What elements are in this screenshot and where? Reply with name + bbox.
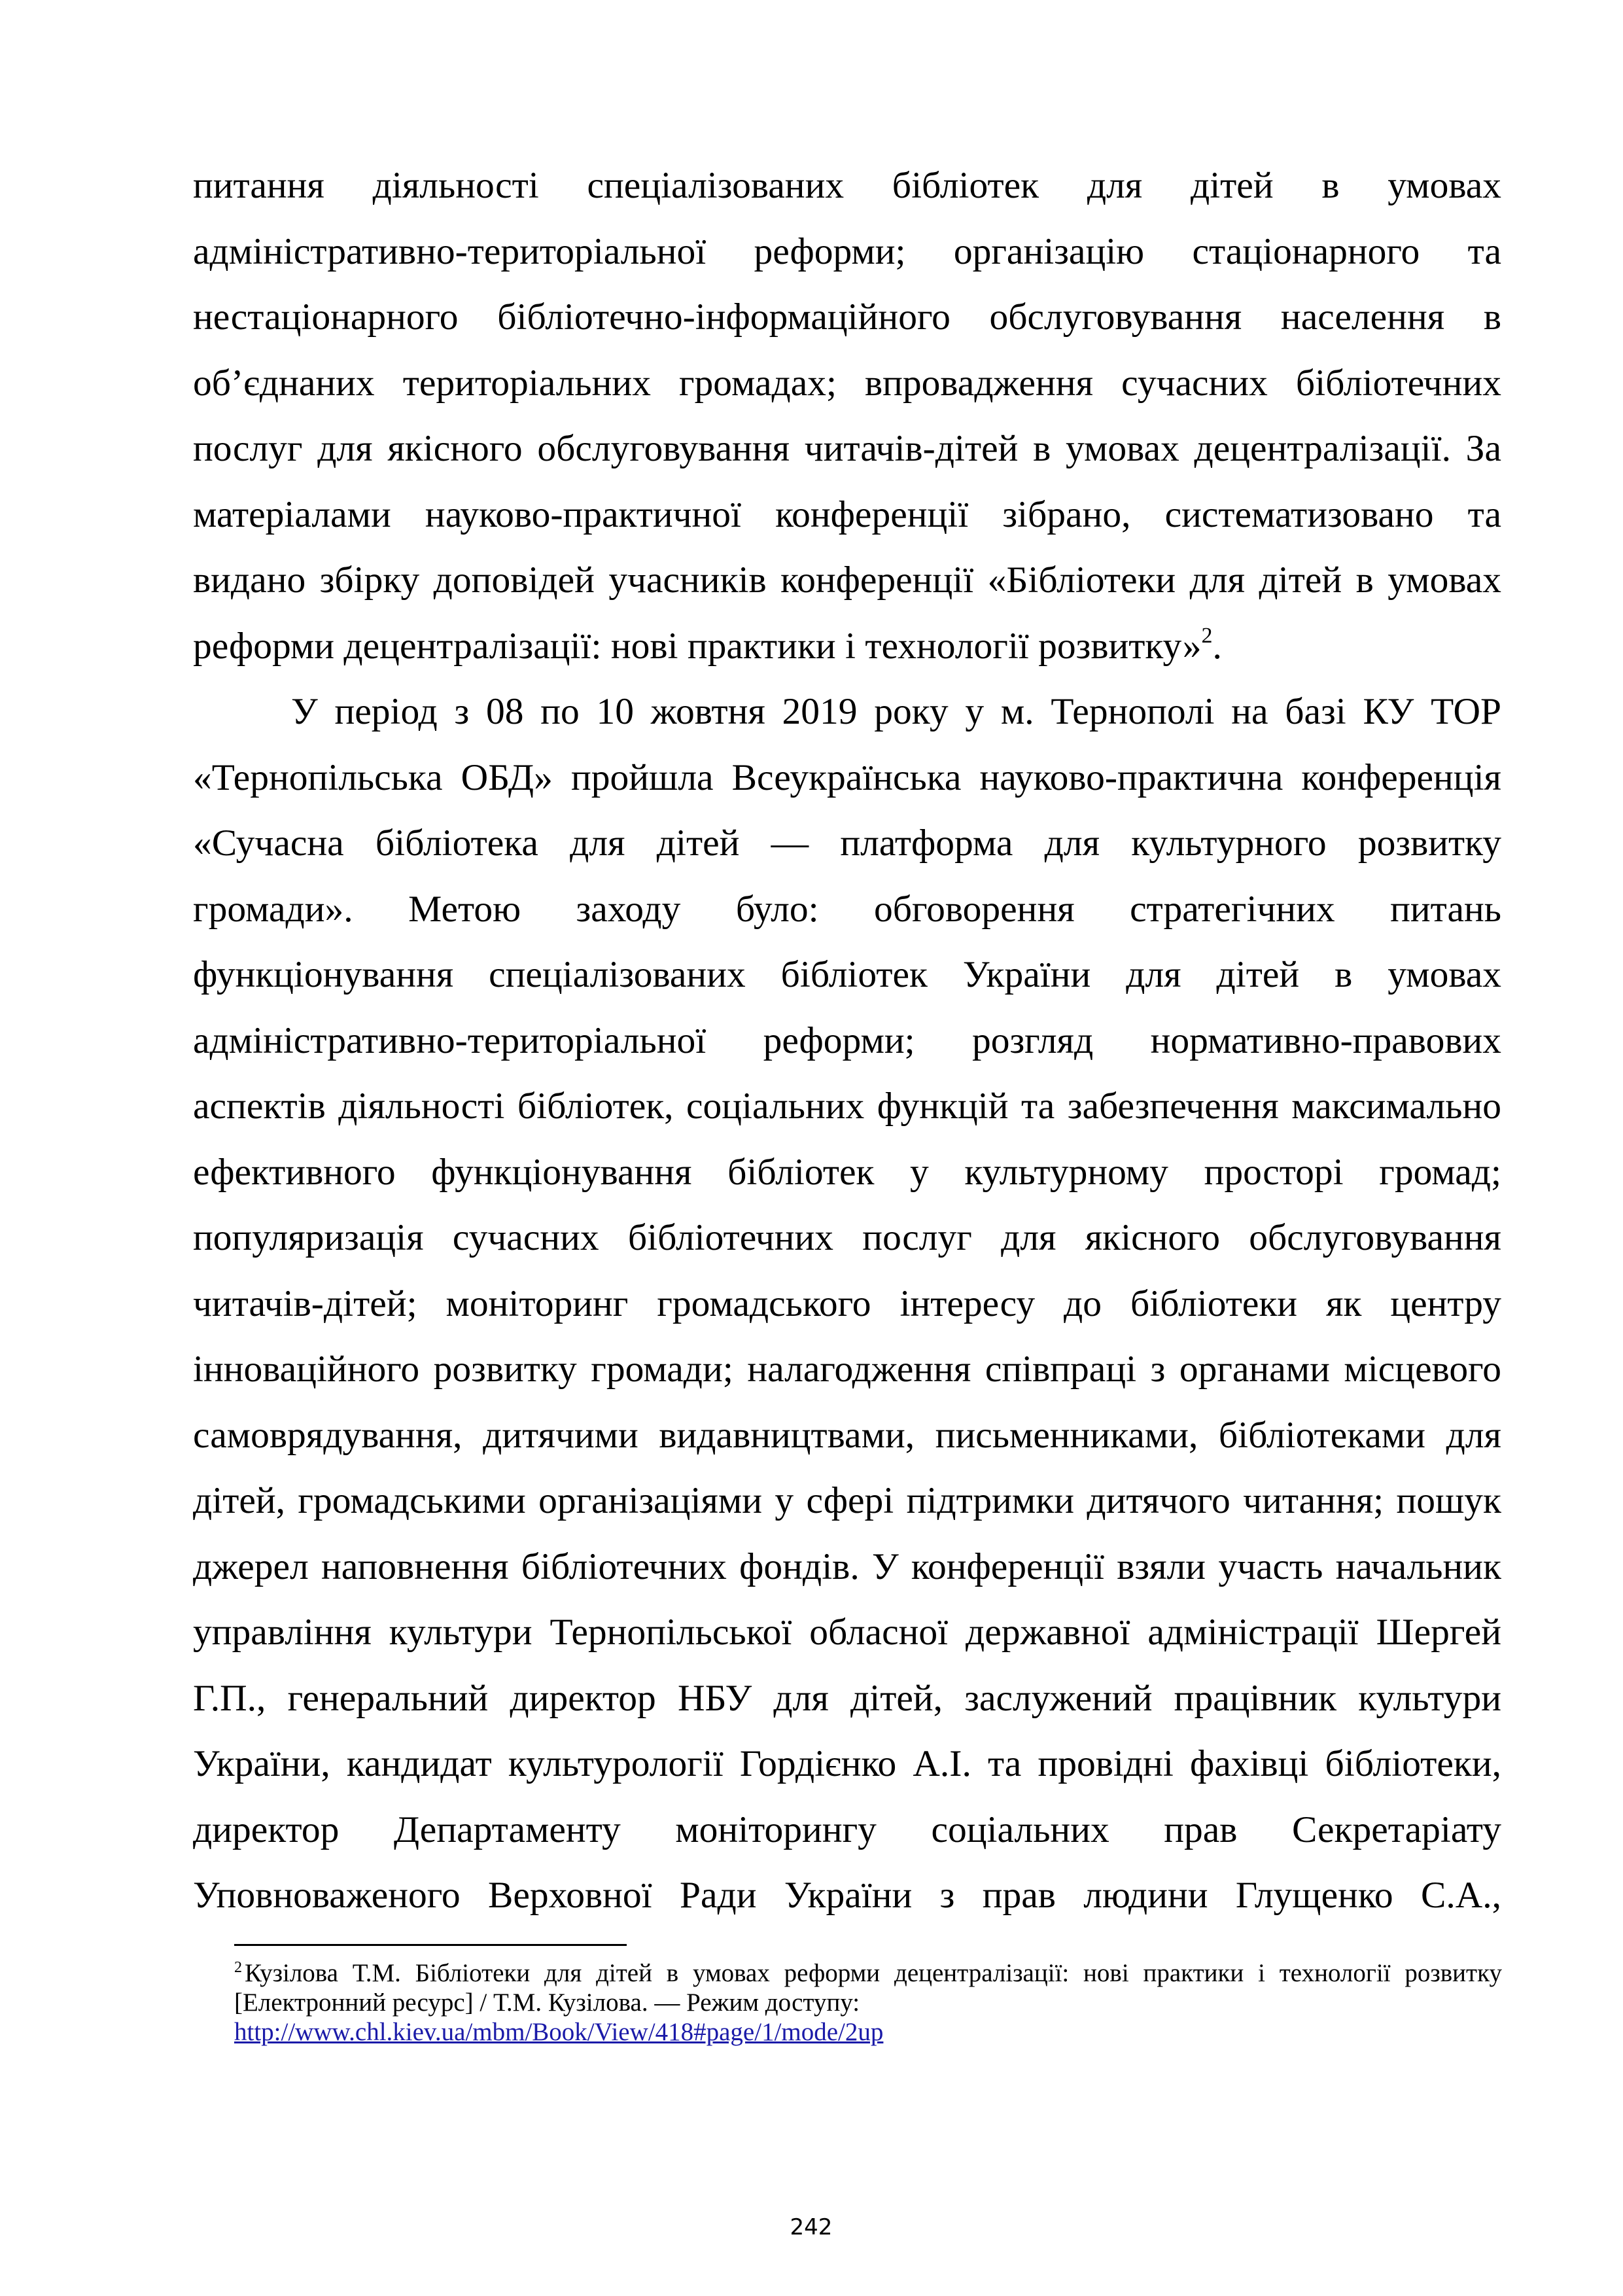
footnote-line xyxy=(234,1958,1502,1988)
text-line: адміністративно-територіальної реформи; розгляд нормативно-правових xyxy=(193,1019,1501,1061)
footnote-number: 2 xyxy=(234,1959,242,1976)
text-line-first: У період з 08 по 10 жовтня 2019 року у м. Тернополі на базі КУ ТОР xyxy=(291,691,1501,732)
footnote xyxy=(234,1958,1502,2047)
text-line: послуг для якісного обслуговування читачів-дітей в умовах децентралізації. За xyxy=(193,428,1501,469)
text-line: видано збірку доповідей учасників конференції «Бібліотеки для дітей в умовах xyxy=(193,559,1501,601)
text-line: ефективного функціонування бібліотек у культурному просторі громад; xyxy=(193,1151,1501,1193)
text-line: адміністративно-територіальної реформи; організацію стаціонарного та xyxy=(193,230,1501,272)
text-line: нестаціонарного бібліотечно-інформаційного обслуговування населення в xyxy=(193,296,1501,338)
sentence-end-punctuation: . xyxy=(1212,625,1222,667)
text-line: популяризація сучасних бібліотечних послуг для якісного обслуговування xyxy=(193,1217,1501,1258)
footnote-reference[interactable]: 2 xyxy=(1201,623,1213,648)
text-line: питання діяльності спеціалізованих бібліотек для дітей в умовах xyxy=(193,165,1501,206)
text-line: об’єднаних територіальних громадах; впровадження сучасних бібліотечних xyxy=(193,362,1501,404)
text-line: джерел наповнення бібліотечних фондів. У конференції взяли участь начальник xyxy=(193,1545,1501,1587)
text-line: «Тернопільська ОБД» пройшла Всеукраїнська науково-практична конференція xyxy=(193,756,1501,798)
paragraph-2 xyxy=(193,679,1501,1929)
text-line: управління культури Тернопільської обласної державної адміністрації Шергей xyxy=(193,1612,1501,1653)
text-line: читачів-дітей; моніторинг громадського інтересу до бібліотеки як центру xyxy=(193,1282,1501,1324)
footnote-text: Кузілова Т.М. Бібліотеки для дітей в умовах реформи децентралізації: нові практики і технології розвитку xyxy=(245,1959,1502,1987)
text-line: України, кандидат культурології Гордієнко А.І. та провідні фахівці бібліотеки, xyxy=(193,1743,1501,1784)
text-line: Г.П., генеральний директор НБУ для дітей, заслужений працівник культури xyxy=(193,1677,1501,1719)
body-text xyxy=(193,153,1501,1929)
footnote-separator xyxy=(234,1944,627,1946)
text-line: громади». Метою заходу було: обговорення стратегічних питань xyxy=(193,888,1501,930)
text-line: самоврядування, дитячими видавництвами, письменниками, бібліотеками для xyxy=(193,1414,1501,1456)
text-line: Уповноваженого Верховної Ради України з прав людини Глущенко С.А., xyxy=(193,1875,1501,1916)
text-line: дітей, громадськими організаціями у сфері підтримки дитячого читання; пошук xyxy=(193,1480,1501,1521)
text-line: «Сучасна бібліотека для дітей — платформа для культурного розвитку xyxy=(193,822,1501,864)
text-line-final xyxy=(193,614,1501,680)
footnote-line: [Електронний ресурс] / Т.М. Кузілова. — Режим доступу: xyxy=(234,1988,860,2017)
footnote-link[interactable]: http://www.chl.kiev.ua/mbm/Book/View/418#page/1/mode/2up xyxy=(234,2018,884,2046)
text-line: матеріалами науково-практичної конференції зібрано, систематизовано та xyxy=(193,493,1501,535)
text-line: аспектів діяльності бібліотек, соціальних функцій та забезпечення максимально xyxy=(193,1086,1501,1127)
footnote-line xyxy=(234,2017,1502,2047)
text-line: директор Департаменту моніторингу соціальних прав Секретаріату xyxy=(193,1809,1501,1850)
page-number: 242 xyxy=(790,2214,833,2240)
text-line: інноваційного розвитку громади; налагодження співпраці з органами місцевого xyxy=(193,1349,1501,1390)
text-line-content: реформи децентралізації: нові практики і технології розвитку» xyxy=(193,625,1202,667)
paragraph-1 xyxy=(193,153,1501,679)
text-line: функціонування спеціалізованих бібліотек України для дітей в умовах xyxy=(193,954,1501,995)
